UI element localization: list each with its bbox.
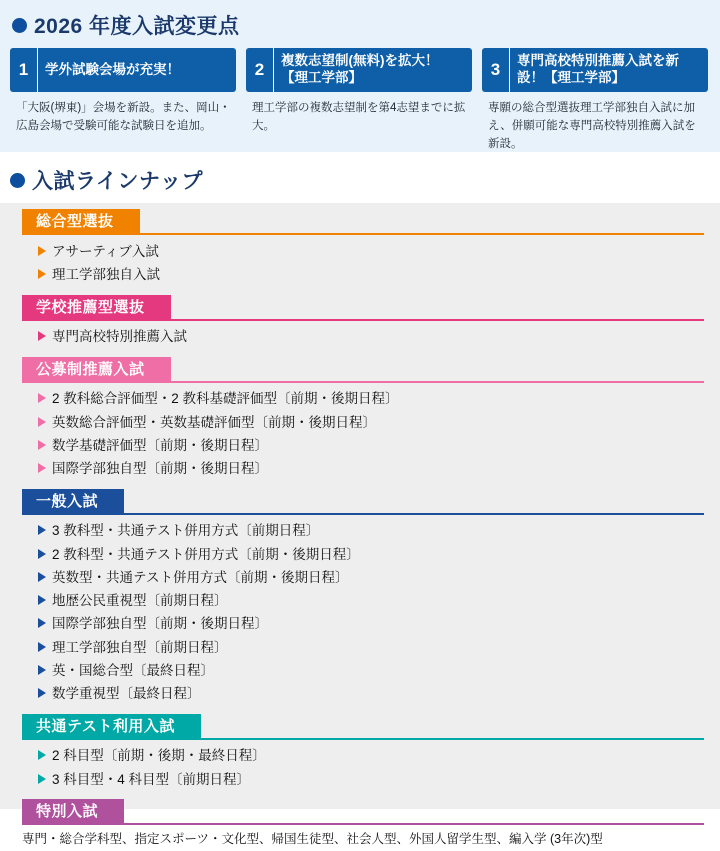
lineup-group-items bbox=[0, 515, 720, 712]
triangle-icon bbox=[38, 572, 46, 582]
lineup-heading-text: 入試ラインナップ bbox=[32, 170, 203, 193]
triangle-icon bbox=[38, 393, 46, 403]
list-item-label: 理工学部独自入試 bbox=[52, 266, 160, 282]
lineup-group-items bbox=[0, 235, 720, 293]
triangle-icon bbox=[38, 774, 46, 784]
triangle-icon bbox=[38, 331, 46, 341]
change-card-number: 3 bbox=[482, 48, 510, 92]
list-item bbox=[0, 388, 720, 411]
lineup-group-label: 共通テスト利用入試 bbox=[22, 714, 201, 740]
changes-section bbox=[0, 0, 720, 152]
lineup-group-items bbox=[0, 383, 720, 487]
lineup-group-label: 公募制推薦入試 bbox=[22, 357, 171, 383]
lineup-section bbox=[0, 203, 720, 847]
triangle-icon bbox=[38, 688, 46, 698]
lineup-group bbox=[0, 714, 720, 800]
change-card-number: 2 bbox=[246, 48, 274, 92]
change-card-title bbox=[10, 48, 236, 92]
triangle-icon bbox=[38, 750, 46, 760]
lineup-group bbox=[0, 357, 720, 489]
lineup-heading bbox=[0, 152, 720, 203]
triangle-icon bbox=[38, 618, 46, 628]
lineup-group-note: 専門・総合学科型、指定スポーツ・文化型、帰国生徒型、社会人型、外国人留学生型、編入学 (3年次)型 bbox=[22, 832, 603, 847]
list-item bbox=[0, 768, 720, 791]
list-item-label: 2 教科総合評価型・2 教科基礎評価型〔前期・後期日程〕 bbox=[52, 391, 399, 407]
divider bbox=[22, 823, 704, 825]
triangle-icon bbox=[38, 246, 46, 256]
lineup-group-header bbox=[0, 489, 720, 515]
list-item bbox=[0, 590, 720, 613]
lineup-group-items bbox=[0, 321, 720, 355]
triangle-icon bbox=[38, 269, 46, 279]
changes-heading-text: 2026 年度入試変更点 bbox=[34, 15, 240, 38]
lineup-group-label: 特別入試 bbox=[22, 799, 124, 825]
change-card-number: 1 bbox=[10, 48, 38, 92]
list-item-label: 数学重視型〔最終日程〕 bbox=[52, 686, 201, 701]
divider bbox=[22, 738, 704, 740]
divider bbox=[22, 513, 704, 515]
lineup-group bbox=[0, 799, 720, 851]
changes-grid bbox=[10, 48, 710, 153]
bullet-icon bbox=[10, 173, 25, 188]
divider bbox=[22, 381, 704, 383]
change-card-title bbox=[246, 48, 472, 92]
list-item bbox=[0, 636, 720, 659]
list-item bbox=[0, 745, 720, 768]
change-card bbox=[482, 48, 708, 153]
list-item bbox=[0, 543, 720, 566]
list-item bbox=[0, 240, 720, 263]
list-item bbox=[0, 458, 720, 481]
triangle-icon bbox=[38, 463, 46, 473]
list-item-label: 3 科目型・4 科目型〔前期日程〕 bbox=[52, 771, 251, 787]
list-item-label: 地歴公民重視型〔前期日程〕 bbox=[52, 593, 228, 608]
triangle-icon bbox=[38, 549, 46, 559]
bullet-icon bbox=[12, 18, 27, 33]
lineup-group-items bbox=[0, 740, 720, 798]
list-item-label: 2 教科型・共通テスト併用方式〔前期・後期日程〕 bbox=[52, 546, 360, 562]
list-item-label: 数学基礎評価型〔前期・後期日程〕 bbox=[52, 437, 268, 453]
list-item bbox=[0, 683, 720, 706]
lineup-group-header bbox=[0, 357, 720, 383]
triangle-icon bbox=[38, 642, 46, 652]
change-card-title bbox=[482, 48, 708, 92]
list-item-label: 英・国総合型〔最終日程〕 bbox=[52, 662, 214, 678]
lineup-group-header bbox=[0, 799, 720, 825]
triangle-icon bbox=[38, 665, 46, 675]
list-item bbox=[0, 613, 720, 636]
list-item bbox=[0, 566, 720, 589]
list-item bbox=[0, 411, 720, 434]
lineup-group-label: 学校推薦型選抜 bbox=[22, 295, 171, 321]
list-item-label: アサーティブ入試 bbox=[52, 243, 159, 259]
change-card-body: 「大阪(堺東)」会場を新設。また、岡山・広島会場で受験可能な試験日を追加。 bbox=[16, 102, 231, 132]
list-item-label: 専門高校特別推薦入試 bbox=[52, 329, 187, 344]
triangle-icon bbox=[38, 417, 46, 427]
list-item bbox=[0, 520, 720, 543]
triangle-icon bbox=[38, 440, 46, 450]
lineup-group-header bbox=[0, 295, 720, 321]
lineup-group bbox=[0, 209, 720, 295]
divider bbox=[22, 233, 704, 235]
lineup-group-header bbox=[0, 209, 720, 235]
list-item-label: 2 科目型〔前期・後期・最終日程〕 bbox=[52, 748, 266, 764]
list-item-label: 国際学部独自型〔前期・後期日程〕 bbox=[52, 461, 268, 476]
list-item-label: 3 教科型・共通テスト併用方式〔前期日程〕 bbox=[52, 523, 320, 539]
change-card-title-text: 専門高校特別推薦入試を新設！【理工学部】 bbox=[517, 53, 679, 85]
change-card-body: 専願の総合型選抜理工学部独自入試に加え、併願可能な専門高校特別推薦入試を新設。 bbox=[488, 102, 696, 150]
lineup-group-label: 一般入試 bbox=[22, 489, 124, 515]
lineup-group bbox=[0, 489, 720, 714]
change-card bbox=[246, 48, 472, 153]
list-item bbox=[0, 659, 720, 682]
list-item-label: 英数総合評価型・英数基礎評価型〔前期・後期日程〕 bbox=[52, 414, 376, 430]
change-card-body: 理工学部の複数志望制を第4志望までに拡大。 bbox=[252, 102, 466, 132]
list-item bbox=[0, 263, 720, 286]
list-item bbox=[0, 434, 720, 457]
changes-heading bbox=[10, 8, 710, 48]
change-card bbox=[10, 48, 236, 153]
change-card-title-text: 複数志望制(無料)を拡大！【理工学部】 bbox=[281, 53, 439, 85]
list-item-label: 理工学部独自型〔前期日程〕 bbox=[52, 639, 228, 655]
lineup-group bbox=[0, 295, 720, 357]
list-item-label: 国際学部独自型〔前期・後期日程〕 bbox=[52, 616, 268, 632]
list-item-label: 英数型・共通テスト併用方式〔前期・後期日程〕 bbox=[52, 569, 349, 585]
divider bbox=[22, 319, 704, 321]
lineup-group-label: 総合型選抜 bbox=[22, 209, 140, 235]
triangle-icon bbox=[38, 595, 46, 605]
triangle-icon bbox=[38, 525, 46, 535]
list-item bbox=[0, 326, 720, 349]
lineup-group-header bbox=[0, 714, 720, 740]
change-card-title-text: 学外試験会場が充実！ bbox=[45, 61, 180, 77]
